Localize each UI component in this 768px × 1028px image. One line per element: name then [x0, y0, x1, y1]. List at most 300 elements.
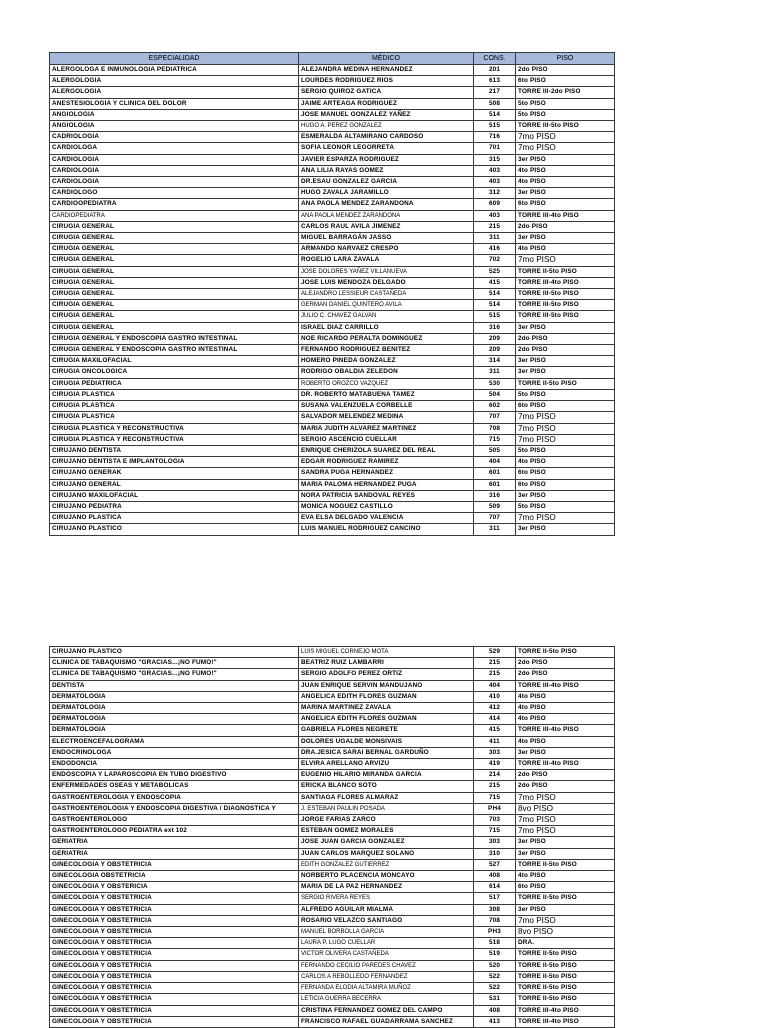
table-row — [50, 322, 615, 333]
table-row — [50, 859, 615, 870]
cell-piso: 2do PISO — [516, 345, 615, 356]
table-row — [50, 524, 615, 535]
cell-medico: SANDRA PUGA HERNANDEZ — [299, 468, 474, 479]
cell-especialidad: CARDIOOPEDIATRA — [50, 199, 299, 210]
cell-medico: DRA.JESICA SARAI BERNAL GARDUÑO — [299, 747, 474, 758]
cell-medico: SOFIA LEONOR LEGORRETA — [299, 143, 474, 154]
cell-cons: 601 — [474, 468, 516, 479]
cell-cons: 415 — [474, 277, 516, 288]
cell-especialidad: ANGIOLOGIA — [50, 121, 299, 132]
table-row — [50, 188, 615, 199]
table-row — [50, 960, 615, 971]
cell-piso: 2do PISO — [516, 669, 615, 680]
cell-piso: TORRE III-5to PISO — [516, 300, 615, 311]
cell-cons: 520 — [474, 960, 516, 971]
table-row — [50, 490, 615, 501]
table-row — [50, 300, 615, 311]
table-row — [50, 714, 615, 725]
cell-medico: SERGIO QUIROZ GATICA — [299, 87, 474, 98]
table-row — [50, 747, 615, 758]
cell-medico: HOMERO PINEDA GONZALEZ — [299, 356, 474, 367]
cell-piso: 2do PISO — [516, 221, 615, 232]
cell-piso: TORRE II-5to PISO — [516, 647, 615, 658]
cell-piso: 8vo PISO — [516, 803, 615, 814]
cell-medico: JOSE DOLORES YAÑEZ VILLANUEVA — [299, 266, 474, 277]
cell-cons: 412 — [474, 703, 516, 714]
cell-medico: SALVADOR MELENDEZ MEDINA — [299, 412, 474, 423]
cell-medico: NORBERTO PLACENCIA MONCAYO — [299, 871, 474, 882]
cell-cons: 530 — [474, 378, 516, 389]
table-body-1 — [50, 65, 615, 536]
table-row — [50, 949, 615, 960]
cell-medico: HUGO ZAVALA JARAMILLO — [299, 188, 474, 199]
cell-especialidad: ENDOCRINOLOGA — [50, 747, 299, 758]
cell-especialidad: GERIATRIA — [50, 837, 299, 848]
cell-especialidad: CLINICA DE TABAQUISMO "GRACIAS...¡NO FUMO!" — [50, 669, 299, 680]
cell-medico: MARIA JUDITH ALVAREZ MARTINEZ — [299, 423, 474, 434]
cell-especialidad: CIRUGIA GENERAL — [50, 311, 299, 322]
cell-cons: 601 — [474, 479, 516, 490]
cell-medico: ENRIQUE CHERIZOLA SUAREZ DEL REAL — [299, 445, 474, 456]
cell-cons: 531 — [474, 994, 516, 1005]
cell-cons: 215 — [474, 221, 516, 232]
cell-medico: FERNANDA ELODIA ALTAMIRA MUÑOZ — [299, 983, 474, 994]
cell-cons: 214 — [474, 770, 516, 781]
cell-cons: 303 — [474, 747, 516, 758]
cell-especialidad: CIRUJANO PEDIATRA — [50, 501, 299, 512]
cell-cons: 527 — [474, 859, 516, 870]
cell-medico: JOSE MANUEL GONZALEZ YAÑEZ — [299, 109, 474, 120]
table-row — [50, 927, 615, 938]
cell-cons: 518 — [474, 938, 516, 949]
cell-piso: 4to PISO — [516, 736, 615, 747]
cell-especialidad: ALERGOLOGIA — [50, 76, 299, 87]
table-row — [50, 255, 615, 266]
cell-medico: ROBERTO OROZCO VAZQUEZ — [299, 378, 474, 389]
cell-piso: 7mo PISO — [516, 255, 615, 266]
cell-piso: 5to PISO — [516, 445, 615, 456]
cell-cons: 515 — [474, 121, 516, 132]
cell-cons: 311 — [474, 233, 516, 244]
table-row — [50, 815, 615, 826]
cell-piso: 7mo PISO — [516, 513, 615, 524]
cell-especialidad: CIRUGIA GENERAL — [50, 322, 299, 333]
cell-medico: FERNANDO RODRIGUEZ BENITEZ — [299, 345, 474, 356]
cell-medico: ANGELICA EDITH FLORES GUZMAN — [299, 714, 474, 725]
table-row — [50, 781, 615, 792]
cell-medico: MARIA PALOMA HERNANDEZ PUGA — [299, 479, 474, 490]
table-row — [50, 389, 615, 400]
cell-medico: CRISTINA FERNANDEZ GOMEZ DEL CAMPO — [299, 1005, 474, 1016]
cell-especialidad: CIRUJANO GENERAK — [50, 468, 299, 479]
cell-medico: GABRIELA FLORES NEGRETE — [299, 725, 474, 736]
cell-cons: 702 — [474, 255, 516, 266]
cell-medico: SANTIAGA FLORES ALMARAZ — [299, 792, 474, 803]
cell-medico: LOURDES RODRIGUEZ RIOS — [299, 76, 474, 87]
cell-especialidad: CIRUGIA MAXILOFACIAL — [50, 356, 299, 367]
header-especialidad: ESPECIALIDAD — [50, 53, 299, 65]
cell-piso: TORRE III-5to PISO — [516, 311, 615, 322]
cell-medico: EDITH GONZALEZ GUTIERREZ — [299, 859, 474, 870]
cell-cons: 314 — [474, 356, 516, 367]
cell-cons: 303 — [474, 837, 516, 848]
cell-especialidad: GERIATRIA — [50, 848, 299, 859]
table-row — [50, 199, 615, 210]
cell-cons: 404 — [474, 680, 516, 691]
cell-especialidad: GINECOLOGIA Y OBSTETRICIA — [50, 927, 299, 938]
table-row — [50, 703, 615, 714]
cell-medico: DOLORES UGALDE MONSIVAIS — [299, 736, 474, 747]
cell-piso: 3er PISO — [516, 356, 615, 367]
cell-especialidad: GINECOLOGIA Y OBSTETRICIA — [50, 904, 299, 915]
cell-especialidad: CARDIOLOGIA — [50, 154, 299, 165]
cell-medico: JORGE FARIAS ZARCO — [299, 815, 474, 826]
cell-medico: EUGENIO HILARIO MIRANDA GARCIA — [299, 770, 474, 781]
cell-cons: 408 — [474, 1005, 516, 1016]
cell-especialidad: CARDIOLOGIA — [50, 177, 299, 188]
cell-medico: CARLOS A REBOLLEDO FERNANDEZ — [299, 971, 474, 982]
cell-cons: 217 — [474, 87, 516, 98]
cell-medico: JOSE LUIS MENDOZA DELGADO — [299, 277, 474, 288]
cell-cons: 416 — [474, 244, 516, 255]
cell-especialidad: CADRIOLOGIA — [50, 132, 299, 143]
cell-cons: 316 — [474, 322, 516, 333]
cell-piso: TORRE III-4to PISO — [516, 1005, 615, 1016]
header-medico: MÉDICO — [299, 53, 474, 65]
cell-medico: JUAN ENRIQUE SERVIN MANDUJANO — [299, 680, 474, 691]
cell-medico: ROGELIO LARA ZAVALA — [299, 255, 474, 266]
cell-cons: 514 — [474, 300, 516, 311]
cell-medico: EDGAR RODRIGUEZ RAMIREZ — [299, 457, 474, 468]
table-row — [50, 468, 615, 479]
cell-medico: BEATRIZ RUIZ LAMBARRI — [299, 658, 474, 669]
cell-medico: LAURA P. LUGO CUELLAR — [299, 938, 474, 949]
cell-piso: TORRE III-2do PISO — [516, 87, 615, 98]
cell-piso: TORRE III-4to PISO — [516, 759, 615, 770]
cell-medico: FRANCISCO RAFAEL GUADARRAMA SANCHEZ — [299, 1016, 474, 1027]
cell-medico: NORA PATRICIA SANDOVAL REYES — [299, 490, 474, 501]
cell-cons: 311 — [474, 367, 516, 378]
cell-medico: VICTOR OLIVERA CASTAÑEDA — [299, 949, 474, 960]
cell-medico: EVA ELSA DELGADO VALENCIA — [299, 513, 474, 524]
cell-piso: 5to PISO — [516, 109, 615, 120]
cell-medico: NOE RICARDO PERALTA DOMINGUEZ — [299, 333, 474, 344]
cell-piso: TORRE II-5to PISO — [516, 893, 615, 904]
cell-piso: 2do PISO — [516, 770, 615, 781]
cell-cons: 403 — [474, 165, 516, 176]
table-row — [50, 121, 615, 132]
cell-medico: ESTEBAN GOMEZ MORALES — [299, 826, 474, 837]
cell-especialidad: GASTROENTEROLOGO — [50, 815, 299, 826]
table-row — [50, 289, 615, 300]
table-row — [50, 132, 615, 143]
cell-especialidad: CIRUGIA PLASTICA Y RECONSTRUCTIVA — [50, 434, 299, 445]
cell-cons: 701 — [474, 143, 516, 154]
cell-medico: ANGELICA EDITH FLORES GUZMAN — [299, 691, 474, 702]
cell-piso: TORRE III-4to PISO — [516, 210, 615, 221]
table-row — [50, 826, 615, 837]
table-row — [50, 266, 615, 277]
cell-especialidad: GINECOLOGIA Y OBSTETRICIA — [50, 893, 299, 904]
cell-especialidad: CIRUGIA GENERAL — [50, 266, 299, 277]
cell-medico: DR. ROBERTO MATABUENA TAMEZ — [299, 389, 474, 400]
table-row — [50, 109, 615, 120]
cell-especialidad: ENDODONCIA — [50, 759, 299, 770]
cell-piso: 2do PISO — [516, 65, 615, 76]
cell-especialidad: CIRUJANO DENTISTA E IMPLANTOLOGIA — [50, 457, 299, 468]
cell-piso: 7mo PISO — [516, 412, 615, 423]
cell-cons: 209 — [474, 345, 516, 356]
cell-cons: 522 — [474, 971, 516, 982]
cell-piso: 6to PISO — [516, 479, 615, 490]
cell-cons: 308 — [474, 904, 516, 915]
cell-cons: 522 — [474, 983, 516, 994]
cell-cons: 209 — [474, 333, 516, 344]
cell-piso: 3er PISO — [516, 233, 615, 244]
cell-piso: TORRE II-5to PISO — [516, 266, 615, 277]
cell-especialidad: GINECOLOGIA Y OBSTETRICIA — [50, 960, 299, 971]
cell-piso: 2do PISO — [516, 781, 615, 792]
cell-piso: 6to PISO — [516, 882, 615, 893]
table-row — [50, 367, 615, 378]
cell-especialidad: GINECOLOGIA Y OBSTETRICIA — [50, 915, 299, 926]
cell-especialidad: CARDIOLOGA — [50, 143, 299, 154]
header-row — [50, 53, 615, 65]
cell-especialidad: CARDIOLOGO — [50, 188, 299, 199]
cell-cons: 403 — [474, 210, 516, 221]
cell-medico: ALFREDO AGUILAR MIALMA — [299, 904, 474, 915]
table-body-2 — [50, 647, 615, 1028]
cell-especialidad: GINECOLOGIA OBSTETRICIA — [50, 871, 299, 882]
cell-cons: 316 — [474, 490, 516, 501]
cell-cons: 403 — [474, 177, 516, 188]
table-row — [50, 915, 615, 926]
table-row — [50, 971, 615, 982]
cell-piso: 7mo PISO — [516, 423, 615, 434]
table-row — [50, 165, 615, 176]
cell-piso: 6to PISO — [516, 401, 615, 412]
cell-medico: LUIS MIGUEL CORNEJO MOTA — [299, 647, 474, 658]
cell-especialidad: CIRUGIA PLASTICA Y RECONSTRUCTIVA — [50, 423, 299, 434]
table-row — [50, 244, 615, 255]
cell-piso: 3er PISO — [516, 904, 615, 915]
cell-especialidad: GINECOLOGIA Y OBSTETRICIA — [50, 994, 299, 1005]
cell-medico: MARIA DE LA PAZ HERNANDEZ — [299, 882, 474, 893]
cell-especialidad: DENTISTA — [50, 680, 299, 691]
table-row — [50, 423, 615, 434]
cell-piso: 7mo PISO — [516, 915, 615, 926]
cell-piso: 5to PISO — [516, 389, 615, 400]
table-row — [50, 1016, 615, 1027]
cell-piso: 7mo PISO — [516, 826, 615, 837]
cell-cons: 509 — [474, 501, 516, 512]
table-row — [50, 98, 615, 109]
table-row — [50, 803, 615, 814]
cell-piso: TORRE III-4to PISO — [516, 277, 615, 288]
table-row — [50, 356, 615, 367]
cell-especialidad: GINECOLOGIA Y OBSTETRICIA — [50, 1016, 299, 1027]
table-row — [50, 848, 615, 859]
cell-medico: ELVIRA ARELLANO ARVIZU — [299, 759, 474, 770]
cell-cons: 408 — [474, 871, 516, 882]
cell-cons: 716 — [474, 132, 516, 143]
table-row — [50, 837, 615, 848]
table-row — [50, 513, 615, 524]
table-row — [50, 378, 615, 389]
table-row — [50, 792, 615, 803]
table-row — [50, 759, 615, 770]
cell-medico: DR.ESAU GONZALEZ GARCIA — [299, 177, 474, 188]
cell-cons: 215 — [474, 658, 516, 669]
cell-piso: 3er PISO — [516, 367, 615, 378]
cell-piso: 4to PISO — [516, 691, 615, 702]
cell-especialidad: ENFERMEDADES OSEAS Y METABOLICAS — [50, 781, 299, 792]
cell-cons: 508 — [474, 98, 516, 109]
table-row — [50, 669, 615, 680]
cell-medico: ANA PAOLA MENDEZ ZARANDONA — [299, 199, 474, 210]
cell-cons: 519 — [474, 949, 516, 960]
cell-piso: TORRE II-5to PISO — [516, 859, 615, 870]
cell-especialidad: CIRUGIA GENERAL — [50, 233, 299, 244]
cell-piso: 4to PISO — [516, 714, 615, 725]
cell-especialidad: CIRUGIA PLASTICA — [50, 412, 299, 423]
cell-cons: 715 — [474, 434, 516, 445]
cell-piso: TORRE II-5to PISO — [516, 994, 615, 1005]
cell-especialidad: DERMATOLOGIA — [50, 714, 299, 725]
table-row — [50, 983, 615, 994]
cell-medico: JULIO C. CHAVEZ GALVAN — [299, 311, 474, 322]
cell-cons: 315 — [474, 154, 516, 165]
table-row — [50, 210, 615, 221]
cell-piso: TORRE II-5to PISO — [516, 983, 615, 994]
table-row — [50, 143, 615, 154]
cell-cons: 529 — [474, 647, 516, 658]
table-row — [50, 725, 615, 736]
cell-cons: 215 — [474, 669, 516, 680]
cell-piso: DRA. — [516, 938, 615, 949]
cell-cons: 514 — [474, 289, 516, 300]
table-row — [50, 994, 615, 1005]
cell-piso: TORRE II-5to PISO — [516, 971, 615, 982]
table-row — [50, 770, 615, 781]
cell-piso: 6to PISO — [516, 76, 615, 87]
cell-medico: ARMANDO NARVAEZ CRESPO — [299, 244, 474, 255]
cell-cons: 614 — [474, 882, 516, 893]
cell-medico: SUSANA VALENZUELA CORBELLE — [299, 401, 474, 412]
table-row — [50, 154, 615, 165]
cell-especialidad: CARDIOLOGIA — [50, 165, 299, 176]
cell-cons: 707 — [474, 513, 516, 524]
cell-cons: 602 — [474, 401, 516, 412]
table-row — [50, 345, 615, 356]
cell-especialidad: CIRUGIA GENERAL — [50, 244, 299, 255]
cell-cons: 410 — [474, 691, 516, 702]
cell-piso: TORRE II-5to PISO — [516, 949, 615, 960]
cell-piso: 5to PISO — [516, 501, 615, 512]
cell-cons: 505 — [474, 445, 516, 456]
table-row — [50, 177, 615, 188]
cell-piso: 3er PISO — [516, 154, 615, 165]
cell-especialidad: CIRUJANO MAXILOFACIAL — [50, 490, 299, 501]
cell-medico: ISRAEL DIAZ CARRILLO — [299, 322, 474, 333]
cell-especialidad: CIRUGIA GENERAL — [50, 289, 299, 300]
cell-piso: TORRE II-5to PISO — [516, 378, 615, 389]
cell-cons: 312 — [474, 188, 516, 199]
cell-medico: MANUEL BORBOLLA GARCIA — [299, 927, 474, 938]
cell-medico: J. ESTEBAN PAULIN POSADA — [299, 803, 474, 814]
cell-medico: ESMERALDA ALTAMIRANO CARDOSO — [299, 132, 474, 143]
cell-especialidad: CLINICA DE TABAQUISMO "GRACIAS...¡NO FUMO!" — [50, 658, 299, 669]
table-row — [50, 277, 615, 288]
cell-piso: 2do PISO — [516, 658, 615, 669]
cell-medico: MIGUEL BARRAGÁN JASSO — [299, 233, 474, 244]
cell-piso: 3er PISO — [516, 524, 615, 535]
table-row — [50, 871, 615, 882]
cell-especialidad: CIRUJANO PLASTICO — [50, 647, 299, 658]
table-row — [50, 65, 615, 76]
header-piso: PISO — [516, 53, 615, 65]
cell-piso: 8vo PISO — [516, 927, 615, 938]
cell-especialidad: DERMATOLOGIA — [50, 691, 299, 702]
table-row — [50, 479, 615, 490]
cell-especialidad: GINECOLOGIA Y OBSTETRICIA — [50, 971, 299, 982]
cell-medico: LUIS MANUEL RODRIGUEZ CANCINO — [299, 524, 474, 535]
cell-cons: 703 — [474, 815, 516, 826]
cell-cons: 415 — [474, 725, 516, 736]
cell-piso: 4to PISO — [516, 871, 615, 882]
cell-especialidad: GASTROENTEROLOGIA Y ENDOSCOPIA — [50, 792, 299, 803]
table-row — [50, 658, 615, 669]
cell-piso: TORRE III-4to PISO — [516, 680, 615, 691]
cell-medico: HUGO A. PEREZ GONZALEZ — [299, 121, 474, 132]
cell-medico: SERGIO ASCENCIO CUELLAR — [299, 434, 474, 445]
cell-piso: 3er PISO — [516, 490, 615, 501]
cell-cons: 404 — [474, 457, 516, 468]
cell-medico: RODRIGO OBALDIA ZELEDON — [299, 367, 474, 378]
cell-piso: TORRE III-5to PISO — [516, 289, 615, 300]
cell-medico: SERGIO RIVERA REYES — [299, 893, 474, 904]
cell-cons: 525 — [474, 266, 516, 277]
table-row — [50, 311, 615, 322]
cell-especialidad: CIRUGIA GENERAL Y ENDOSCOPIA GASTRO INTESTINAL — [50, 345, 299, 356]
cell-medico: MARINA MARTINEZ ZAVALA — [299, 703, 474, 714]
cell-cons: 310 — [474, 848, 516, 859]
cell-cons: 514 — [474, 109, 516, 120]
header-cons: CONS. — [474, 53, 516, 65]
cell-medico: JAIME ARTEAGA RODRIGUEZ — [299, 98, 474, 109]
cell-especialidad: CIRUJANO GENERAL — [50, 479, 299, 490]
cell-especialidad: CIRUGIA GENERAL — [50, 221, 299, 232]
cell-piso: 4to PISO — [516, 177, 615, 188]
cell-cons: 715 — [474, 792, 516, 803]
table-row — [50, 680, 615, 691]
cell-cons: 419 — [474, 759, 516, 770]
cell-piso: TORRE III-4to PISO — [516, 725, 615, 736]
cell-especialidad: CIRUJANO DENTISTA — [50, 445, 299, 456]
cell-piso: 3er PISO — [516, 837, 615, 848]
cell-piso: 7mo PISO — [516, 792, 615, 803]
cell-especialidad: GINECOLOGIA Y OBSTETRICIA — [50, 1005, 299, 1016]
table-row — [50, 882, 615, 893]
table-row — [50, 1005, 615, 1016]
table-row — [50, 412, 615, 423]
cell-cons: 515 — [474, 311, 516, 322]
cell-cons: 707 — [474, 412, 516, 423]
cell-piso: 3er PISO — [516, 848, 615, 859]
directory-table-1 — [49, 52, 615, 536]
cell-cons: 517 — [474, 893, 516, 904]
table-row — [50, 445, 615, 456]
